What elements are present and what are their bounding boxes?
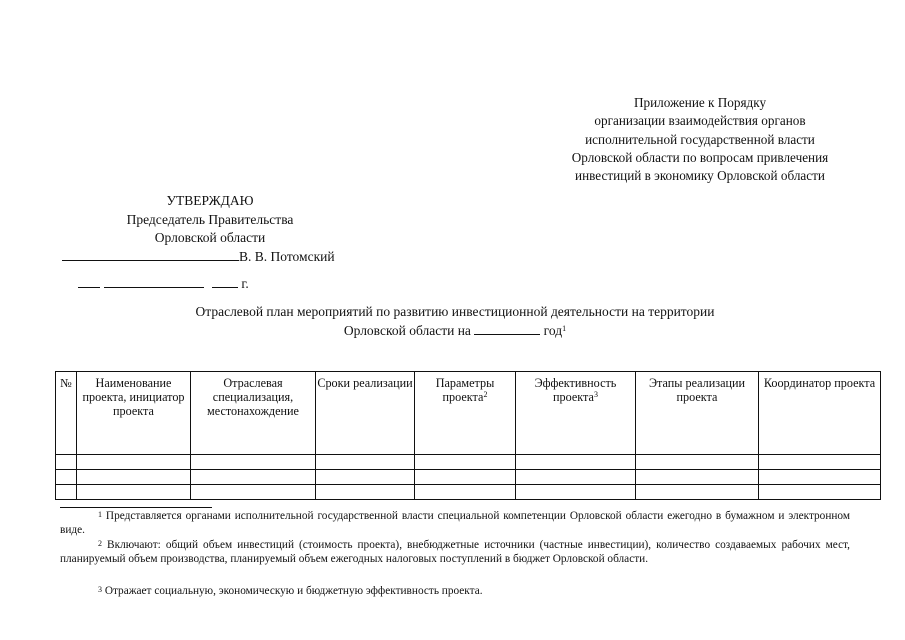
plan-title-suffix: год	[543, 322, 563, 338]
table-header-row	[56, 372, 881, 455]
col-header-coordinator: Координатор проекта	[759, 372, 881, 455]
footnote-text: Включают: общий объем инвестиций (стоимость проекта), внебюджетные источники (частные инвестиции), количество создаваемых рабочих мест, планируемый объем производства, планируемый объем ежегодных налоговых поступлений в бюджет Орловской области.	[60, 539, 851, 565]
plan-title-prefix: Орловской области на	[343, 322, 471, 338]
table-row	[56, 485, 881, 500]
footnote-mark: 3	[98, 585, 102, 594]
approval-position-line: Председатель Правительства	[126, 211, 294, 227]
appendix-block	[520, 94, 880, 185]
year-suffix: г.	[241, 276, 249, 291]
date-month-blank	[104, 277, 204, 288]
footnote-mark: 2	[98, 539, 102, 548]
plan-table	[55, 371, 881, 500]
signature-line	[62, 249, 335, 265]
footnote-mark: 1	[98, 510, 102, 519]
plan-year-blank	[474, 324, 540, 335]
table-row	[56, 470, 881, 485]
footnote-separator	[60, 507, 212, 508]
plan-title	[120, 303, 790, 340]
footnote-3	[60, 585, 850, 599]
date-year-blank	[212, 277, 238, 288]
footnote-1	[60, 510, 850, 537]
appendix-line: исполнительной государственной власти	[585, 131, 815, 147]
signature-blank	[62, 250, 239, 261]
footnote-2	[60, 539, 850, 566]
footnote-text: Отражает социальную, экономическую и бюджетную эффективность проекта.	[104, 585, 483, 597]
col-header-terms: Сроки реализации	[316, 372, 415, 455]
date-line	[78, 276, 249, 292]
approval-heading: УТВЕРЖДАЮ	[166, 193, 254, 208]
footnote-mark: 1	[562, 323, 567, 333]
col-header-parameters: Параметры проекта$^2$	[415, 372, 516, 455]
appendix-line: организации взаимодействия органов	[594, 113, 806, 129]
appendix-line: Орловской области по вопросам привлечения	[571, 149, 829, 165]
col-header-name: Наименование проекта, инициатор проекта	[77, 372, 191, 455]
col-header-specialization: Отраслевая специализация, местонахождение	[191, 372, 316, 455]
footnote-text: Представляется органами исполнительной государственной власти специальной компетенции Орловской области ежегодно в бумажном и электронном виде.	[60, 510, 851, 536]
approval-block	[60, 192, 360, 248]
col-header-efficiency: Эффективность проекта$^3$	[516, 372, 636, 455]
col-header-number: №	[56, 372, 77, 455]
col-header-stages: Этапы реализации проекта	[636, 372, 759, 455]
date-day-blank	[78, 277, 100, 288]
plan-title-line2	[120, 322, 790, 341]
signatory-name: В. В. Потомский	[239, 249, 335, 264]
appendix-line: инвестиций в экономику Орловской области	[575, 168, 825, 184]
plan-title-line1: Отраслевой план мероприятий по развитию инвестиционной деятельности на территории	[195, 304, 715, 319]
table-row	[56, 455, 881, 470]
approval-position-line: Орловской области	[154, 230, 266, 245]
appendix-line: Приложение к Порядку	[633, 95, 767, 110]
